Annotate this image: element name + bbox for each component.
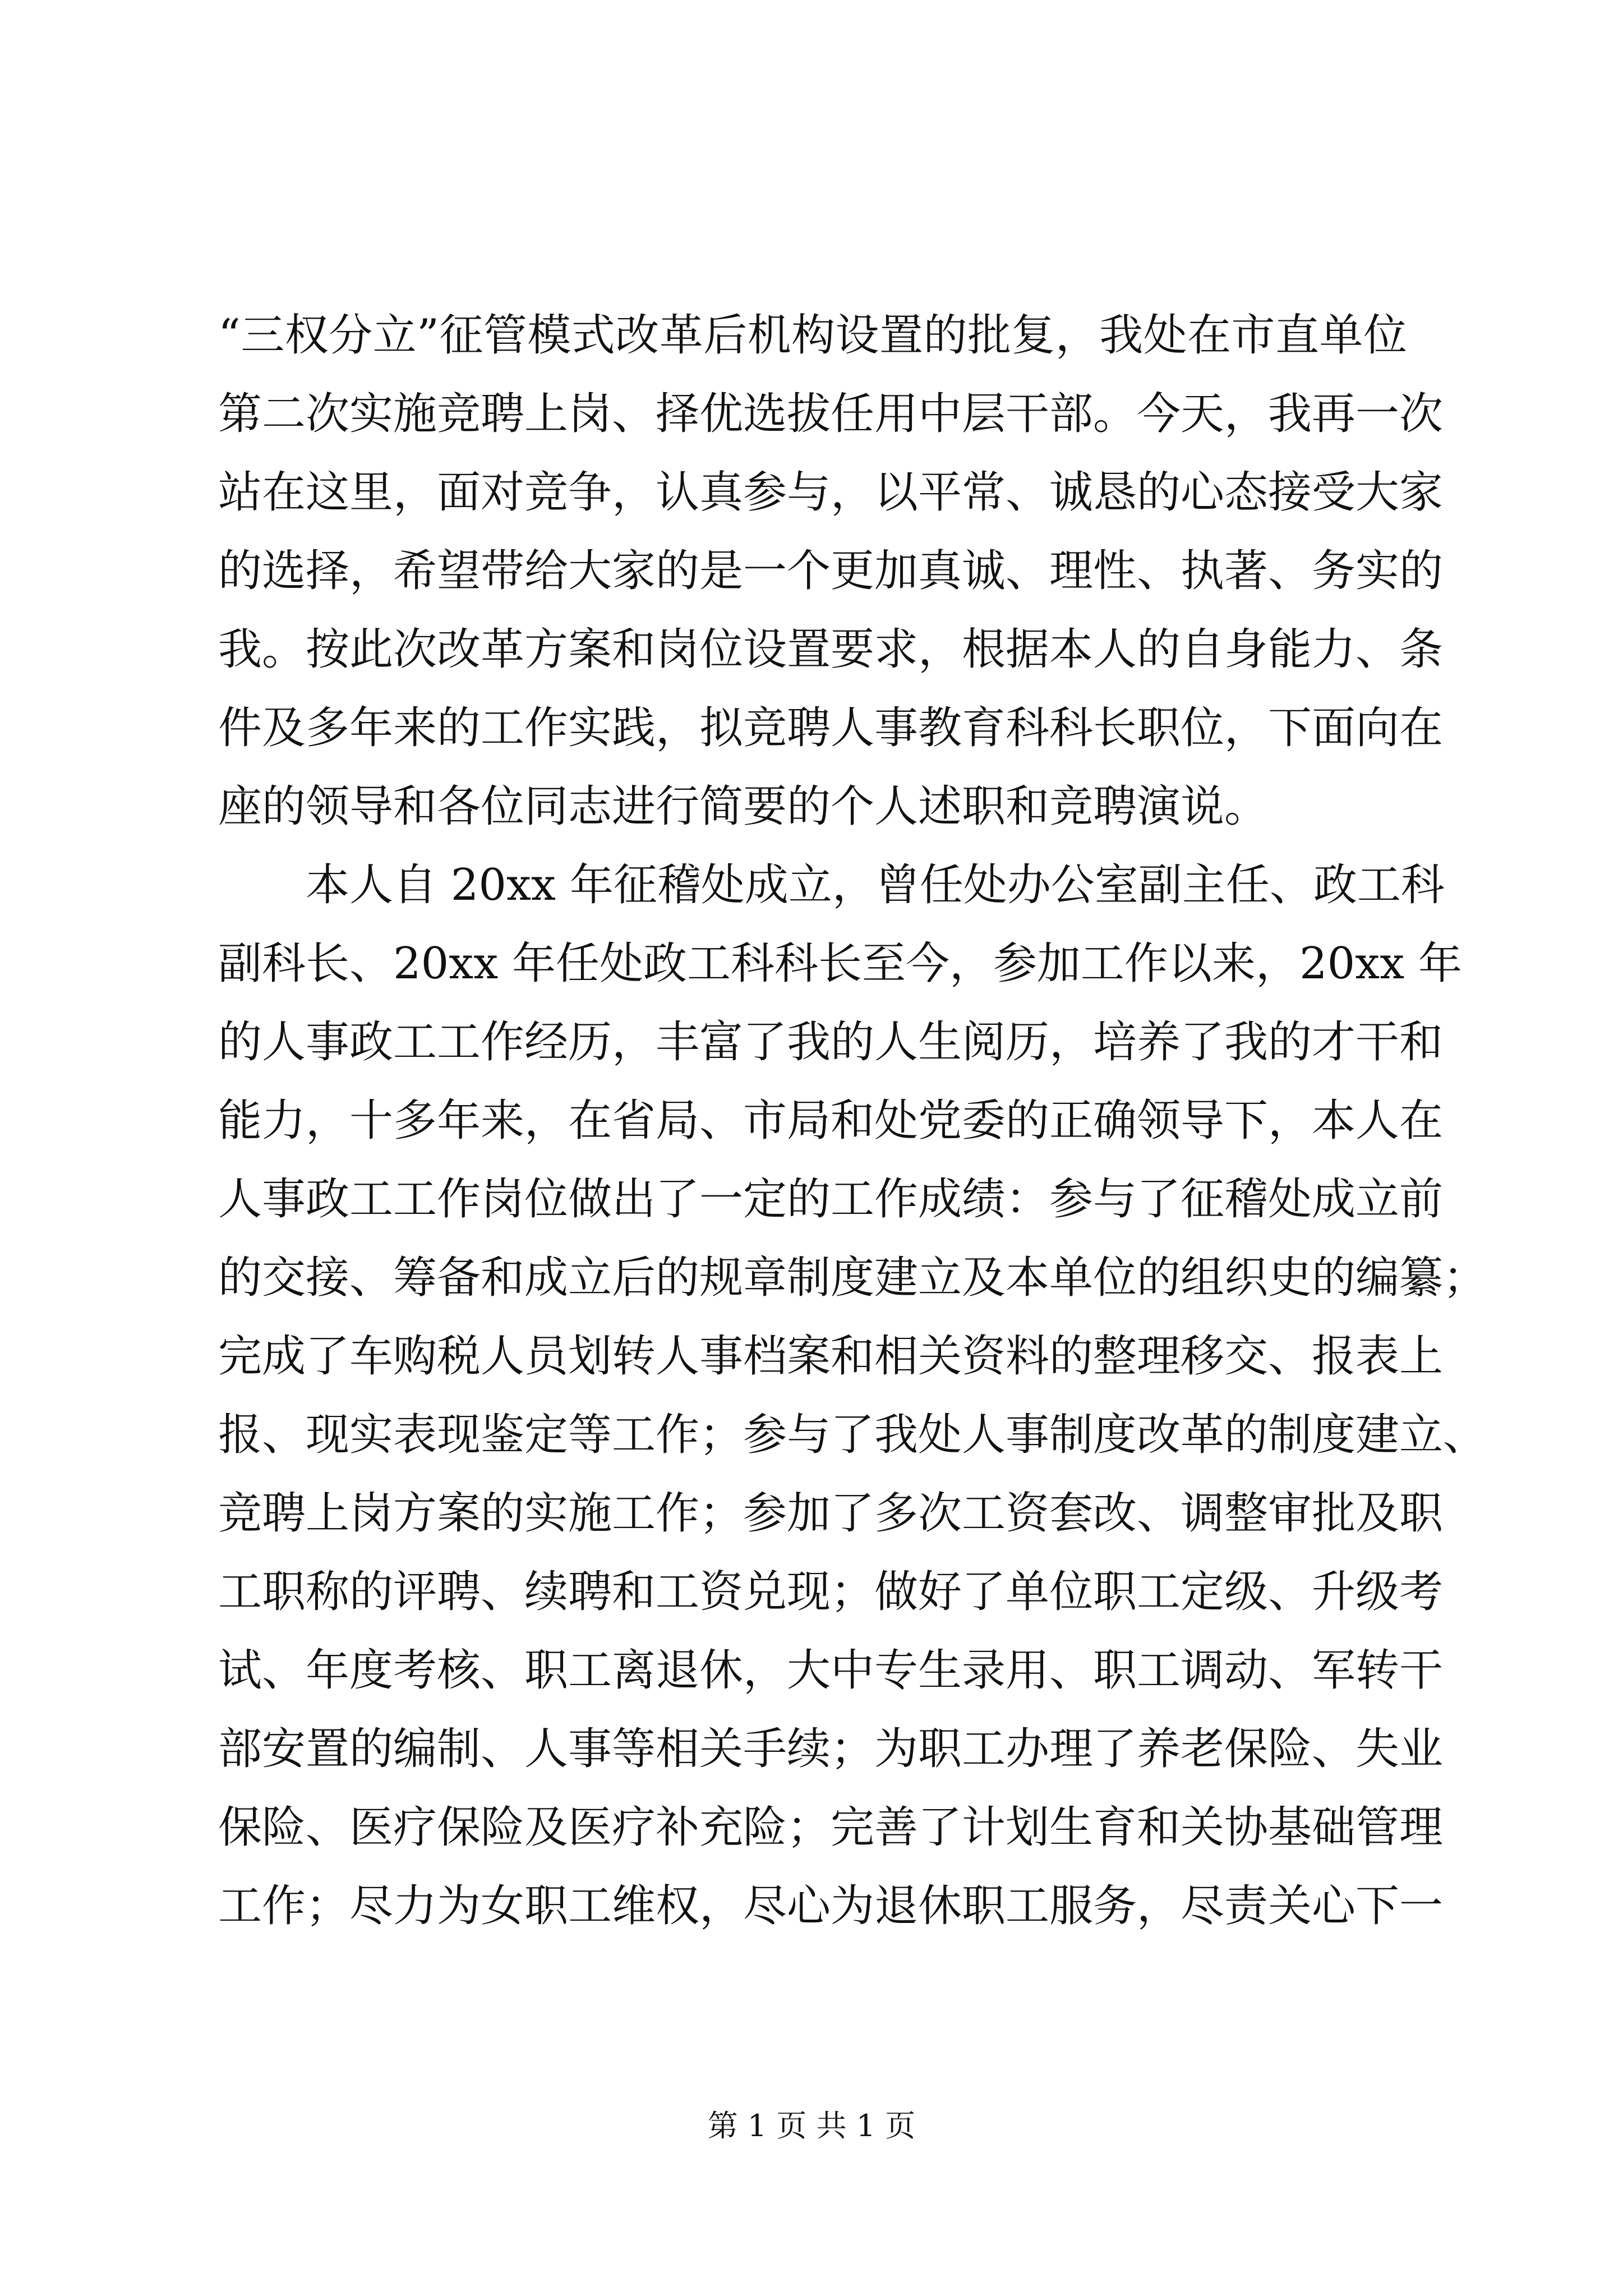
- page-number-label: 第 1 页 共 1 页: [707, 2108, 916, 2143]
- text-line: 人事政工工作岗位做出了一定的工作成绩：参与了征稽处成立前: [218, 1174, 1444, 1225]
- text-line: 本人自 20xx 年征稽处成立，曾任处办公室副主任、政工科: [306, 860, 1445, 910]
- text-line: 的选择，希望带给大家的是一个更加真诚、理性、执著、务实的: [218, 546, 1444, 596]
- text-line: 保险、医疗保险及医疗补充险；完善了计划生育和关协基础管理: [218, 1802, 1444, 1853]
- text-line: 第二次实施竞聘上岗、择优选拔任用中层干部。今天，我再一次: [218, 389, 1444, 439]
- text-line: 工职称的评聘、续聘和工资兑现；做好了单位职工定级、升级考: [218, 1567, 1444, 1617]
- text-line: 能力，十多年来，在省局、市局和处党委的正确领导下，本人在: [218, 1096, 1444, 1146]
- paragraph-2: [218, 846, 1487, 1945]
- text-line: 部安置的编制、人事等相关手续；为职工办理了养老保险、失业: [218, 1724, 1444, 1774]
- page-footer: [0, 2104, 1623, 2148]
- text-line: 完成了车购税人员划转人事档案和相关资料的整理移交、报表上: [218, 1331, 1444, 1382]
- text-line: 试、年度考核、职工离退休，大中专生录用、职工调动、军转干: [218, 1645, 1444, 1696]
- text-line: 的人事政工工作经历，丰富了我的人生阅历，培养了我的才干和: [218, 1017, 1444, 1068]
- text-line: 座的领导和各位同志进行简要的个人述职和竞聘演说。: [218, 781, 1269, 832]
- paragraph-1: [218, 296, 1444, 846]
- text-line: 站在这里，面对竞争，认真参与，以平常、诚恳的心态接受大家: [218, 467, 1444, 518]
- text-line: 报、现实表现鉴定等工作；参与了我处人事制度改革的制度建立、: [218, 1410, 1487, 1460]
- text-line: “三权分立”征管模式改革后机构设置的批复，我处在市直单位: [218, 310, 1407, 361]
- text-line: 工作；尽力为女职工维权，尽心为退休职工服务，尽责关心下一: [218, 1881, 1444, 1931]
- text-line: 件及多年来的工作实践，拟竞聘人事教育科科长职位，下面向在: [218, 703, 1444, 753]
- text-line: 的交接、筹备和成立后的规章制度建立及本单位的组织史的编纂；: [218, 1253, 1487, 1303]
- text-line: 竞聘上岗方案的实施工作；参加了多次工资套改、调整审批及职: [218, 1488, 1444, 1539]
- text-line: 我。按此次改革方案和岗位设置要求，根据本人的自身能力、条: [218, 624, 1444, 675]
- text-line: 副科长、20xx 年任处政工科科长至今，参加工作以来，20xx 年: [218, 938, 1463, 989]
- document-body: [218, 296, 1487, 1945]
